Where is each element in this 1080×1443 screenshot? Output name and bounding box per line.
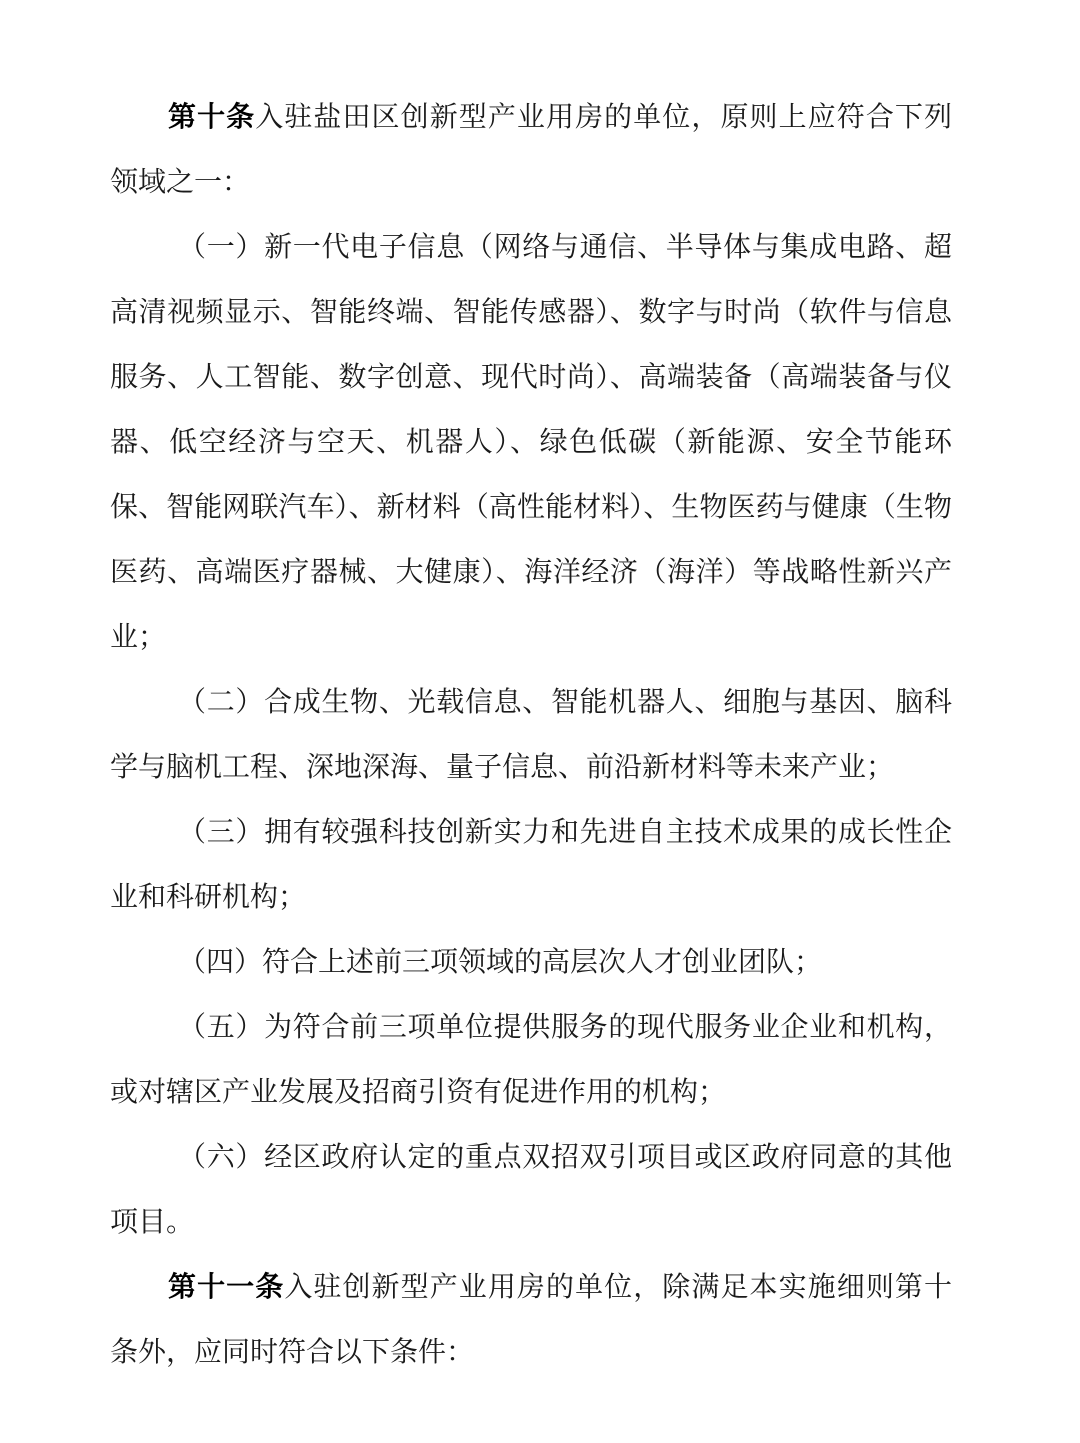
paragraph-text: 入驻盐田区创新型产业用房的单位，原则上应符合下列领域之一： [110, 100, 952, 198]
paragraph-text: （六）经区政府认定的重点双招双引项目或区政府同意的其他项目。 [110, 1140, 952, 1238]
list-item-2 [110, 669, 952, 799]
article-number: 第十条 [168, 100, 256, 133]
list-item-5 [110, 994, 952, 1124]
list-item-3 [110, 799, 952, 929]
article-10-intro [110, 84, 952, 214]
paragraph-text: （四）符合上述前三项领域的高层次人才创业团队； [178, 945, 823, 978]
article-11-intro [110, 1254, 952, 1384]
paragraph-text: （五）为符合前三项单位提供服务的现代服务业企业和机构，或对辖区产业发展及招商引资有促进作用的机构； [110, 1010, 952, 1108]
document-body [110, 84, 952, 1384]
paragraph-text: （三）拥有较强科技创新实力和先进自主技术成果的成长性企业和科研机构； [110, 815, 952, 913]
list-item-6 [110, 1124, 952, 1254]
paragraph-text: 入驻创新型产业用房的单位，除满足本实施细则第十条外，应同时符合以下条件： [110, 1270, 952, 1368]
paragraph-text: （二）合成生物、光载信息、智能机器人、细胞与基因、脑科学与脑机工程、深地深海、量子信息、前沿新材料等未来产业； [110, 685, 952, 783]
list-item-4 [110, 929, 952, 994]
paragraph-text: （一）新一代电子信息（网络与通信、半导体与集成电路、超高清视频显示、智能终端、智能传感器）、数字与时尚（软件与信息服务、人工智能、数字创意、现代时尚）、高端装备（高端装备与仪器、低空经济与空天、机器人）、绿色低碳（新能源、安全节能环保、智能网联汽车）、新材料（高性能材料）、生物医药与健康（生物医药、高端医疗器械、大健康）、海洋经济（海洋）等战略性新兴产业； [110, 230, 952, 653]
list-item-1 [110, 214, 952, 669]
article-number: 第十一条 [168, 1270, 285, 1303]
